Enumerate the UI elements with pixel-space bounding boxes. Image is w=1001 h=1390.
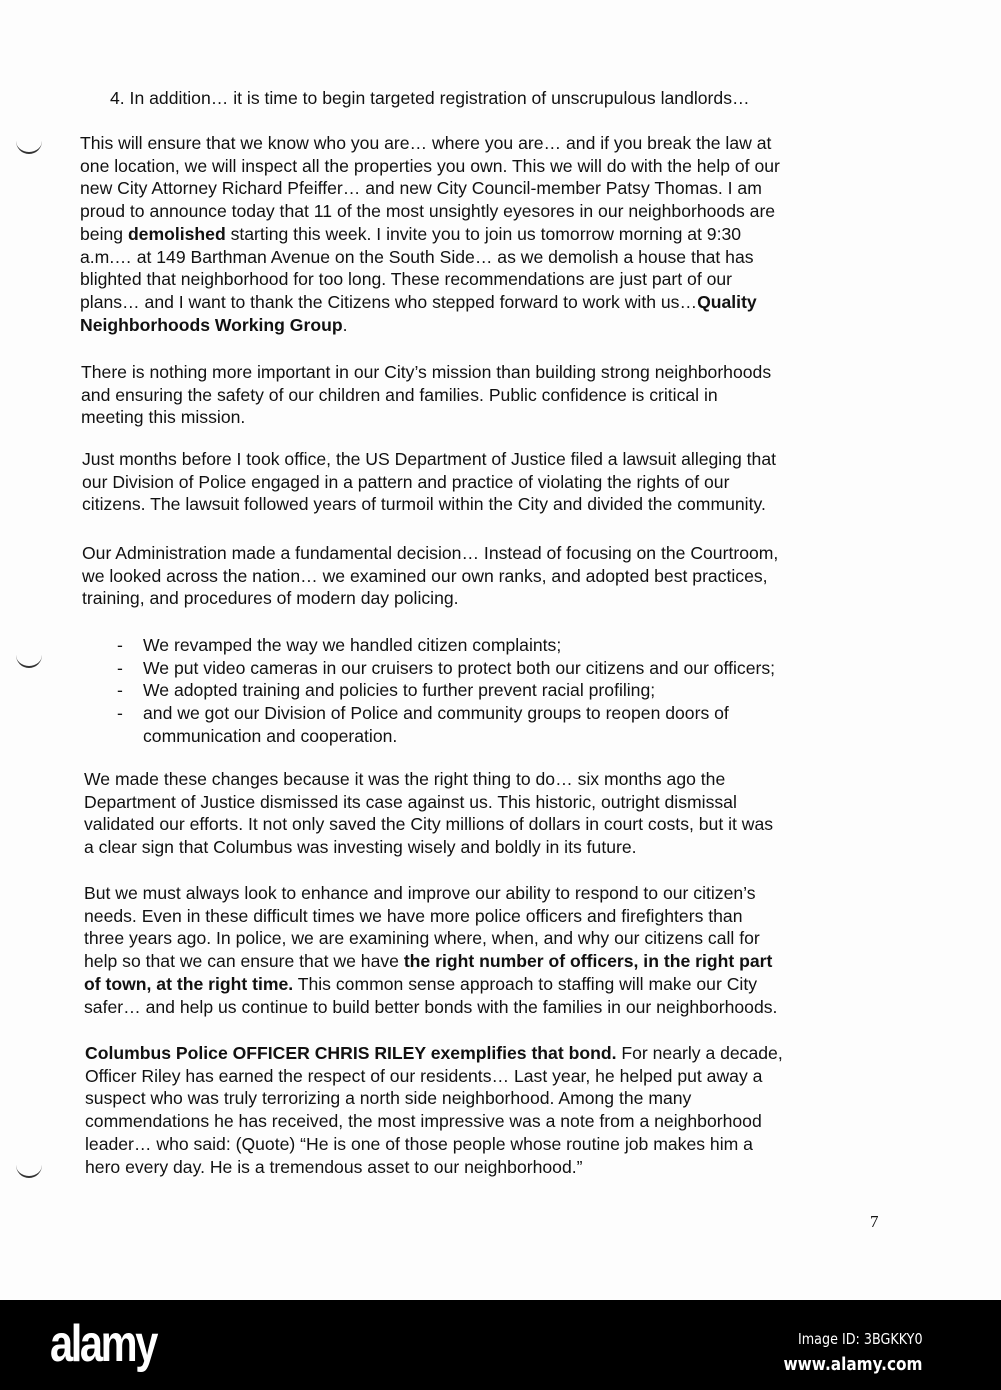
list-item-text: We revamped the way we handled citizen complaints; <box>143 635 562 655</box>
text-line <box>85 1042 783 1065</box>
watermark-url: www.alamy.com <box>784 1354 923 1375</box>
text-line: hero every day. He is a tremendous asset to our neighborhood.” <box>85 1156 583 1177</box>
text-line: a clear sign that Columbus was investing wisely and boldly in its future. <box>84 837 637 858</box>
text-line: we looked across the nation… we examined our own ranks, and adopted best practices, <box>82 565 768 586</box>
paragraph-enhance <box>84 882 777 1018</box>
text-line: There is nothing more important in our City’s mission than building strong neighborhoods <box>81 362 772 382</box>
dash-bullet: - <box>117 657 123 678</box>
text-line: proud to announce today that 11 of the most unsightly eyesores in our neighborhoods are <box>80 201 776 222</box>
list-item-continuation <box>117 725 775 748</box>
dash-bullet: - <box>117 703 123 724</box>
text-line: Just months before I took office, the US Department of Justice filed a lawsuit alleging that <box>82 449 777 469</box>
paragraph-changes <box>84 768 773 859</box>
text-line: three years ago. In police, we are examining where, when, and why our citizens call for <box>84 928 760 949</box>
paragraph-mission <box>81 361 771 429</box>
alamy-logo: alamy <box>50 1315 156 1373</box>
binder-hole-mark <box>16 652 42 668</box>
text-line: training, and procedures of modern day policing. <box>82 588 459 609</box>
text-line: and ensuring the safety of our children and families. Public confidence is critical in <box>81 384 718 405</box>
bold-text: Quality <box>697 291 757 312</box>
text-line: needs. Even in these difficult times we have more police officers and firefighters than <box>84 905 743 926</box>
binder-hole-mark <box>16 1162 42 1178</box>
text-line: one location, we will inspect all the properties you own. This we will do with the help of our <box>80 155 780 176</box>
bold-text: the right number of officers, in the right part <box>403 951 773 972</box>
text: plans… and I want to thank the Citizens who stepped forward to work with us… <box>80 291 698 312</box>
text-line: But we must always look to enhance and improve our ability to respond to our citizen’s <box>84 883 756 903</box>
list-item <box>117 702 775 725</box>
text-line: a.m.… at 149 Barthman Avenue on the South Side… as we demolish a house that has <box>80 246 754 267</box>
list-item-text: and we got our Division of Police and community groups to reopen doors of <box>143 703 729 724</box>
bold-text: demolished <box>127 223 226 244</box>
bold-text: Neighborhoods Working Group <box>80 314 343 335</box>
text-line: leader… who said: (Quote) “He is one of those people whose routine job makes him a <box>85 1133 753 1154</box>
list-item-text: We put video cameras in our cruisers to protect both our citizens and our officers; <box>143 657 776 678</box>
list-item-text: We adopted training and policies to further prevent racial profiling; <box>143 680 656 701</box>
reform-list <box>117 634 775 748</box>
paragraph-administration <box>82 542 778 610</box>
bold-text: of town, at the right time. <box>84 973 294 994</box>
text-line: Department of Justice dismissed its case against us. This historic, outright dismissal <box>84 791 737 812</box>
text-line: citizens. The lawsuit followed years of turmoil within the City and divided the community. <box>82 494 766 515</box>
text-line <box>84 973 777 996</box>
dash-bullet: - <box>117 680 123 701</box>
list-item <box>117 679 775 702</box>
text-line: safer… and help us continue to build better bonds with the families in our neighborhoods. <box>84 996 778 1017</box>
text-line: suspect who was truly terrorizing a north side neighborhood. Among the many <box>85 1088 692 1109</box>
text: . <box>342 314 348 335</box>
binder-hole-mark <box>16 138 42 154</box>
text-line: validated our efforts. It not only saved the City millions of dollars in court costs, but it was <box>84 814 774 835</box>
image-id: Image ID: 3BGKKY0 <box>798 1330 923 1348</box>
bold-text: Columbus Police OFFICER CHRIS RILEY exemplifies that bond. <box>85 1043 617 1063</box>
list-item-text: communication and cooperation. <box>143 725 398 746</box>
text-line: meeting this mission. <box>81 407 246 428</box>
text-line: commendations he has received, the most impressive was a note from a neighborhood <box>85 1111 762 1132</box>
paragraph-landlords <box>80 132 780 336</box>
paragraph-lawsuit <box>82 448 776 516</box>
text-line <box>80 291 780 314</box>
text-line: This will ensure that we know who you are… where you are… and if you break the law at <box>80 133 772 153</box>
page-number: 7 <box>870 1212 879 1231</box>
text-line: Officer Riley has earned the respect of our residents… Last year, he helped put away a <box>85 1065 763 1086</box>
watermark-footer <box>0 1300 1001 1390</box>
text-line: We made these changes because it was the right thing to do… six months ago the <box>84 769 726 789</box>
text-line: Our Administration made a fundamental decision… Instead of focusing on the Courtroom, <box>82 543 779 563</box>
text: help so that we can ensure that we have <box>84 951 404 972</box>
list-item <box>117 657 775 680</box>
dash-bullet: - <box>117 635 123 655</box>
numbered-item-4: 4. In addition… it is time to begin targeted registration of unscrupulous landlords… <box>110 88 750 108</box>
text-line: new City Attorney Richard Pfeiffer… and new City Council-member Patsy Thomas. I am <box>80 178 762 199</box>
text: starting this week. I invite you to join us tomorrow morning at 9:30 <box>225 223 742 244</box>
text: For nearly a decade, <box>616 1043 783 1063</box>
text-line: blighted that neighborhood for too long. These recommendations are just part of our <box>80 269 733 290</box>
paragraph-officer-riley <box>85 1042 783 1178</box>
text-line <box>80 223 780 246</box>
text: being <box>80 223 128 244</box>
text-line <box>80 314 780 337</box>
text-line: our Division of Police engaged in a pattern and practice of violating the rights of our <box>82 471 730 492</box>
text: This common sense approach to staffing will make our City <box>293 973 758 994</box>
text-line <box>84 950 777 973</box>
list-item <box>117 634 775 657</box>
